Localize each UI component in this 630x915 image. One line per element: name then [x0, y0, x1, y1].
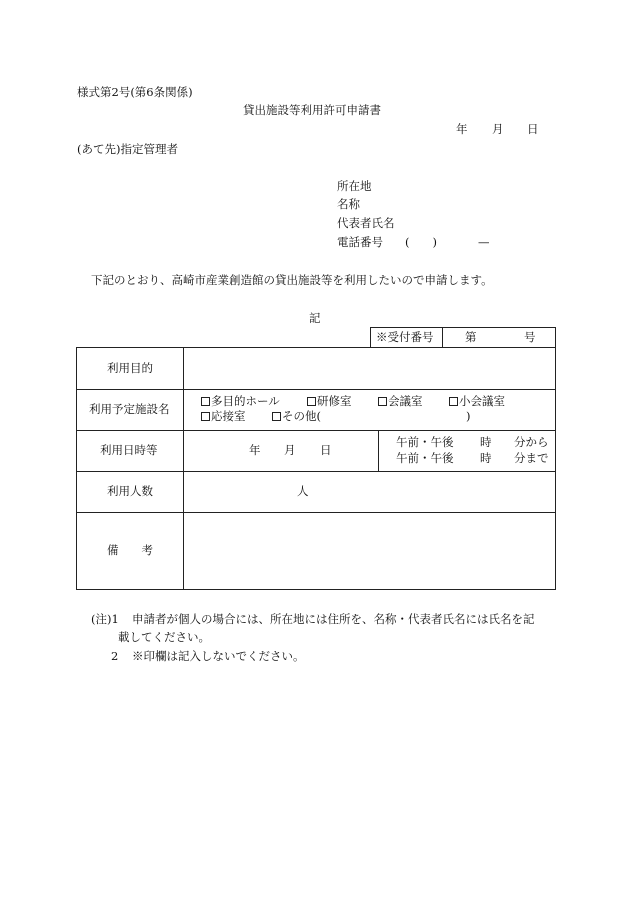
intro-statement: 下記のとおり、高崎市産業創造館の貸出施設等を利用したいので申請します。 — [91, 273, 493, 287]
user-count-label: 利用人数 — [107, 484, 153, 498]
end-ampm: 午前・午後 — [396, 451, 454, 465]
date-year-label: 年 — [456, 122, 468, 136]
phone-area-code-paren: ( ) — [405, 235, 437, 249]
usage-date-year: 年 — [249, 443, 261, 457]
form-title: 貸出施設等利用許可申請書 — [243, 103, 381, 117]
purpose-field[interactable] — [184, 348, 555, 389]
start-ampm: 午前・午後 — [396, 435, 454, 449]
usage-date-month: 月 — [284, 443, 296, 457]
user-count-unit: 人 — [297, 484, 309, 498]
checkbox-icon — [378, 397, 387, 406]
ki-heading: 記 — [309, 311, 321, 325]
facility-option-other[interactable]: その他( — [272, 411, 321, 423]
checkbox-icon — [272, 412, 281, 421]
remarks-field[interactable] — [184, 513, 555, 589]
end-hour-label: 時 — [480, 451, 492, 465]
note-1-line-2: 載してください。 — [118, 630, 210, 644]
name-label: 名称 — [337, 197, 360, 211]
datetime-divider — [378, 430, 379, 471]
reception-number-label: ※受付番号 — [376, 330, 434, 344]
datetime-label: 利用日時等 — [100, 443, 158, 457]
end-minute-label: 分まで — [514, 451, 549, 465]
remarks-label: 備 考 — [107, 543, 153, 557]
table-row-divider — [76, 471, 556, 472]
facility-option-training-room[interactable]: 研修室 — [307, 396, 352, 408]
addressee: (あて先)指定管理者 — [77, 142, 178, 156]
date-month-label: 月 — [492, 122, 504, 136]
address-label: 所在地 — [337, 179, 372, 193]
usage-date-day: 日 — [320, 443, 332, 457]
checkbox-icon — [201, 412, 210, 421]
phone-label: 電話番号 — [337, 235, 383, 249]
table-row-divider — [76, 389, 556, 390]
start-minute-label: 分から — [514, 435, 549, 449]
facility-option-conference-room[interactable]: 会議室 — [378, 396, 423, 408]
table-row-divider — [76, 430, 556, 431]
checkbox-icon — [201, 397, 210, 406]
date-day-label: 日 — [527, 122, 539, 136]
facility-option-multipurpose-hall[interactable]: 多目的ホール — [201, 396, 280, 408]
facility-option-reception-room[interactable]: 応接室 — [201, 411, 246, 423]
facility-label: 利用予定施設名 — [89, 402, 170, 416]
note-2: ※印欄は記入しないでください。 — [132, 649, 305, 663]
notes-prefix: (注)1 — [91, 612, 119, 626]
purpose-label: 利用目的 — [107, 361, 153, 375]
reception-go: 号 — [524, 330, 536, 344]
note-1-line-1: 申請者が個人の場合には、所在地には住所を、名称・代表者氏名には氏名を記 — [132, 612, 535, 626]
representative-label: 代表者氏名 — [337, 216, 395, 230]
form-number: 様式第2号(第6条関係) — [77, 85, 193, 99]
phone-dash: — — [478, 235, 490, 249]
reception-divider — [442, 327, 443, 348]
note-2-number: 2 — [111, 649, 119, 663]
start-hour-label: 時 — [480, 435, 492, 449]
facility-option-small-conference-room[interactable]: 小会議室 — [449, 396, 505, 408]
reception-dai: 第 — [465, 330, 477, 344]
checkbox-icon — [449, 397, 458, 406]
facility-other-close-paren: ) — [466, 409, 471, 423]
checkbox-icon — [307, 397, 316, 406]
